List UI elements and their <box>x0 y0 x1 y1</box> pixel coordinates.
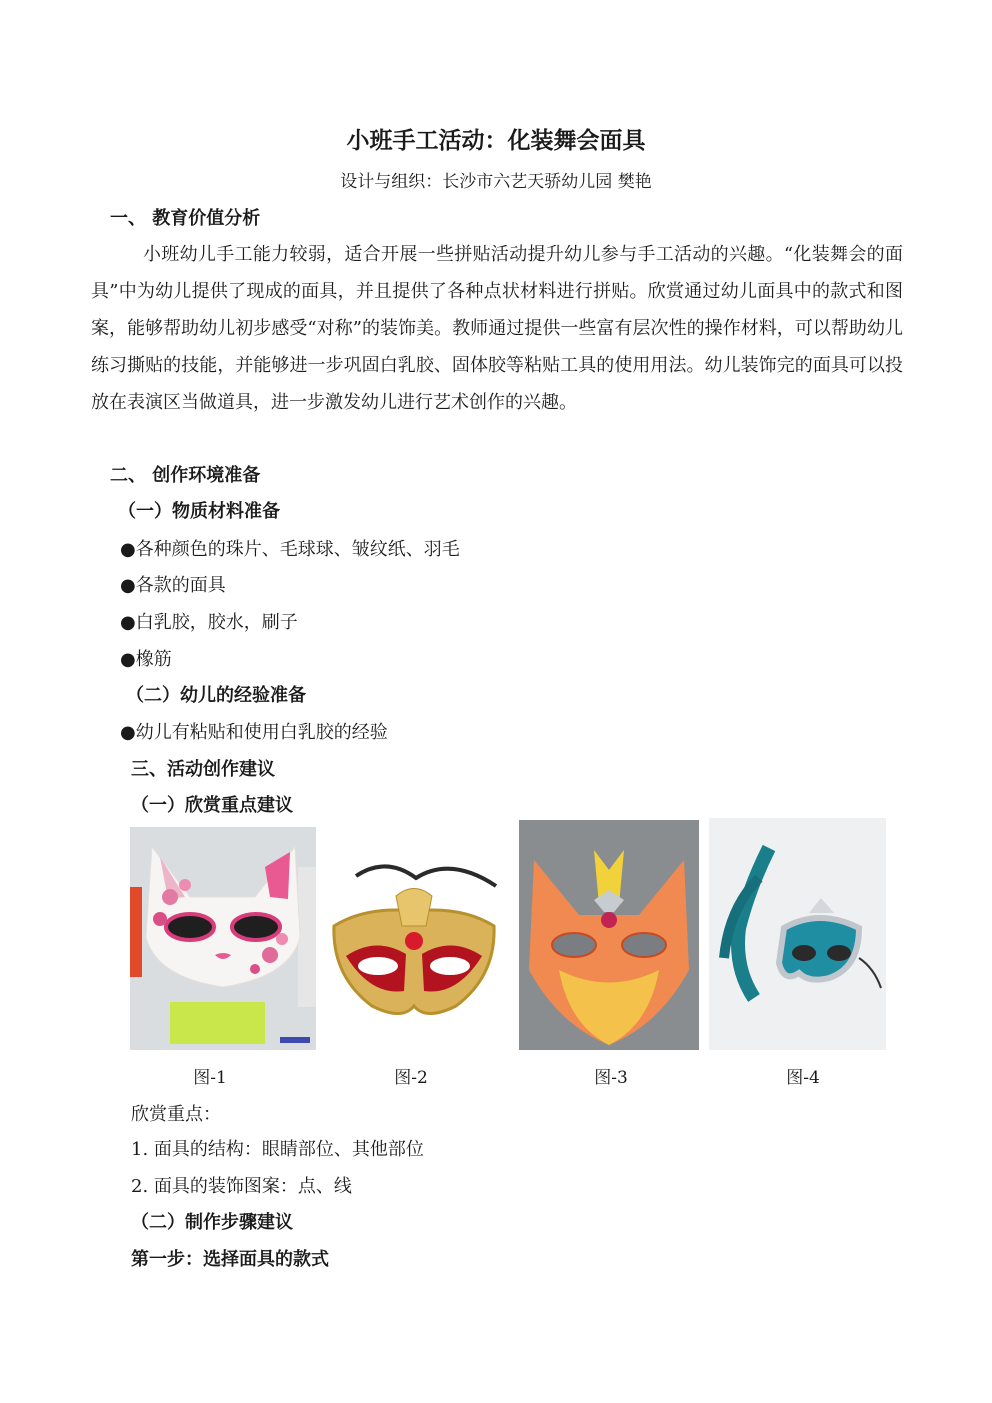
list-item: ●各款的面具 <box>120 575 226 596</box>
author-line <box>0 167 992 192</box>
subheading-materials: （一）物质材料准备 <box>118 501 280 522</box>
focus-label: 欣赏重点： <box>131 1104 221 1125</box>
figure-4-feather-mask <box>709 818 886 1050</box>
list-item: ●橡筋 <box>120 649 172 670</box>
figure-1-cat-mask <box>130 827 316 1050</box>
figure-caption-1: 图-1 <box>193 1068 227 1088</box>
subheading-appreciation: （一）欣赏重点建议 <box>131 795 293 816</box>
subheading-experience: （二）幼儿的经验准备 <box>126 685 306 706</box>
figure-caption-3: 图-3 <box>594 1068 628 1088</box>
author-text: 设计与组织：长沙市六艺天骄幼儿园 樊艳 <box>340 172 652 192</box>
section-heading-2: 二、 创作环境准备 <box>110 465 261 486</box>
page-title: 小班手工活动：化装舞会面具 <box>346 127 646 154</box>
subheading-steps: （二）制作步骤建议 <box>131 1212 293 1233</box>
figure-caption-2: 图-2 <box>394 1068 428 1088</box>
focus-item: 2. 面具的装饰图案：点、线 <box>131 1176 352 1197</box>
section-heading-3: 三、活动创作建议 <box>131 759 275 780</box>
section-heading-1: 一、 教育价值分析 <box>110 208 261 229</box>
list-item: ●各种颜色的珠片、毛球球、皱纹纸、羽毛 <box>120 539 460 560</box>
focus-item: 1. 面具的结构：眼睛部位、其他部位 <box>131 1139 424 1160</box>
section-1-paragraph: 小班幼儿手工能力较弱，适合开展一些拼贴活动提升幼儿参与手工活动的兴趣。“化装舞会的面具”中为幼儿提供了现成的面具，并且提供了各种点状材料进行拼贴。欣赏通过幼儿面具中的款式和图案，能够帮助幼儿初步感受“对称”的装饰美。教师通过提供一些富有层次性的操作材料，可以帮助幼儿练习撕贴的技能，并能够进一步巩固白乳胶、固体胶等粘贴工具的使用用法。幼儿装饰完的面具可以投放在表演区当做道具，进一步激发幼儿进行艺术创作的兴趣。 <box>91 244 903 413</box>
list-item: ●白乳胶，胶水，刷子 <box>120 612 298 633</box>
figure-caption-4: 图-4 <box>786 1068 820 1088</box>
figure-3-orange-mask <box>519 820 699 1050</box>
step-1-heading: 第一步：选择面具的款式 <box>131 1249 329 1270</box>
figure-2-gold-mask <box>326 856 502 1050</box>
list-item: ●幼儿有粘贴和使用白乳胶的经验 <box>120 722 388 743</box>
